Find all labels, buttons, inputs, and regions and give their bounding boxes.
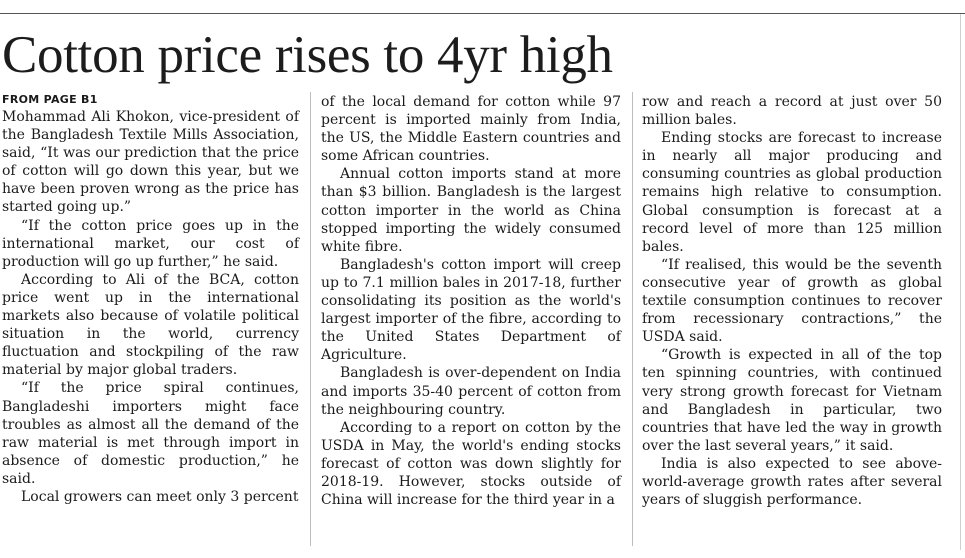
paragraph: Local growers can meet only 3 percent — [21, 488, 299, 505]
column-divider — [310, 92, 311, 546]
paragraph: Mohammad Ali Khokon, vice-president of the Bangladesh Textile Mills Association, said, “It was our prediction that the price of cotton will go down this year, but we have been proven wrong as the price has started going up.” — [2, 109, 299, 216]
top-rule — [0, 13, 965, 14]
paragraph: “Growth is expected in all of the top ten spinning countries, with continued very strong growth forecast for Vietnam and Bangladesh in particular, two countries that have led the way in growth over the last several years,” it said. — [642, 347, 942, 454]
paragraph: “If realised, this would be the seventh consecutive year of growth as global textile consumption continues to recover from recessionary contractions,” the USDA said. — [642, 256, 942, 346]
column-divider — [632, 92, 633, 546]
paragraph: of the local demand for cotton while 97 percent is imported mainly from India, the US, the Middle Eastern countries and some African countries. — [321, 94, 621, 165]
paragraph: Annual cotton imports stand at more than $3 billion. Bangladesh is the largest cotton importer in the world as China stopped importing the widely consumed white fibre. — [321, 166, 621, 255]
article-column-2 — [321, 93, 621, 509]
kicker: FROM PAGE B1 — [2, 93, 98, 106]
paragraph: India is also expected to see above-world-average growth rates after several years of sluggish performance. — [642, 455, 942, 509]
article-column-3 — [642, 93, 942, 509]
paragraph: Bangladesh is over-dependent on India and imports 35-40 percent of cotton from the neighbouring country. — [321, 365, 621, 418]
article-column-1 — [2, 92, 299, 506]
page-edge-rule — [960, 14, 961, 550]
paragraph: According to Ali of the BCA, cotton price went up in the international markets also because of volatile political situation in the world, currency fluctuation and stockpiling of the raw material by major global traders. — [2, 271, 299, 379]
paragraph: “If the price spiral continues, Bangladeshi importers might face troubles as almost all the demand of the raw material is met through import in absence of domestic production,” he said. — [2, 380, 299, 487]
headline: Cotton price rises to 4yr high — [2, 26, 613, 84]
paragraph: row and reach a record at just over 50 million bales. — [642, 94, 942, 129]
paragraph: Bangladesh's cotton import will creep up to 7.1 million bales in 2017-18, further consolidating its position as the world's largest importer of the fibre, according to the United States Department of Agriculture. — [321, 256, 621, 364]
paragraph: “If the cotton price goes up in the international market, our cost of production will go up further,” he said. — [2, 217, 299, 270]
paragraph: According to a report on cotton by the USDA in May, the world's ending stocks forecast of cotton was down slightly for 2018-19. However, stocks outside of China will increase for the third year in a — [321, 419, 621, 509]
paragraph: Ending stocks are forecast to increase in nearly all major producing and consuming countries as global production remains high relative to consumption. Global consumption is forecast at a record level of more than 125 million bales. — [642, 130, 942, 255]
